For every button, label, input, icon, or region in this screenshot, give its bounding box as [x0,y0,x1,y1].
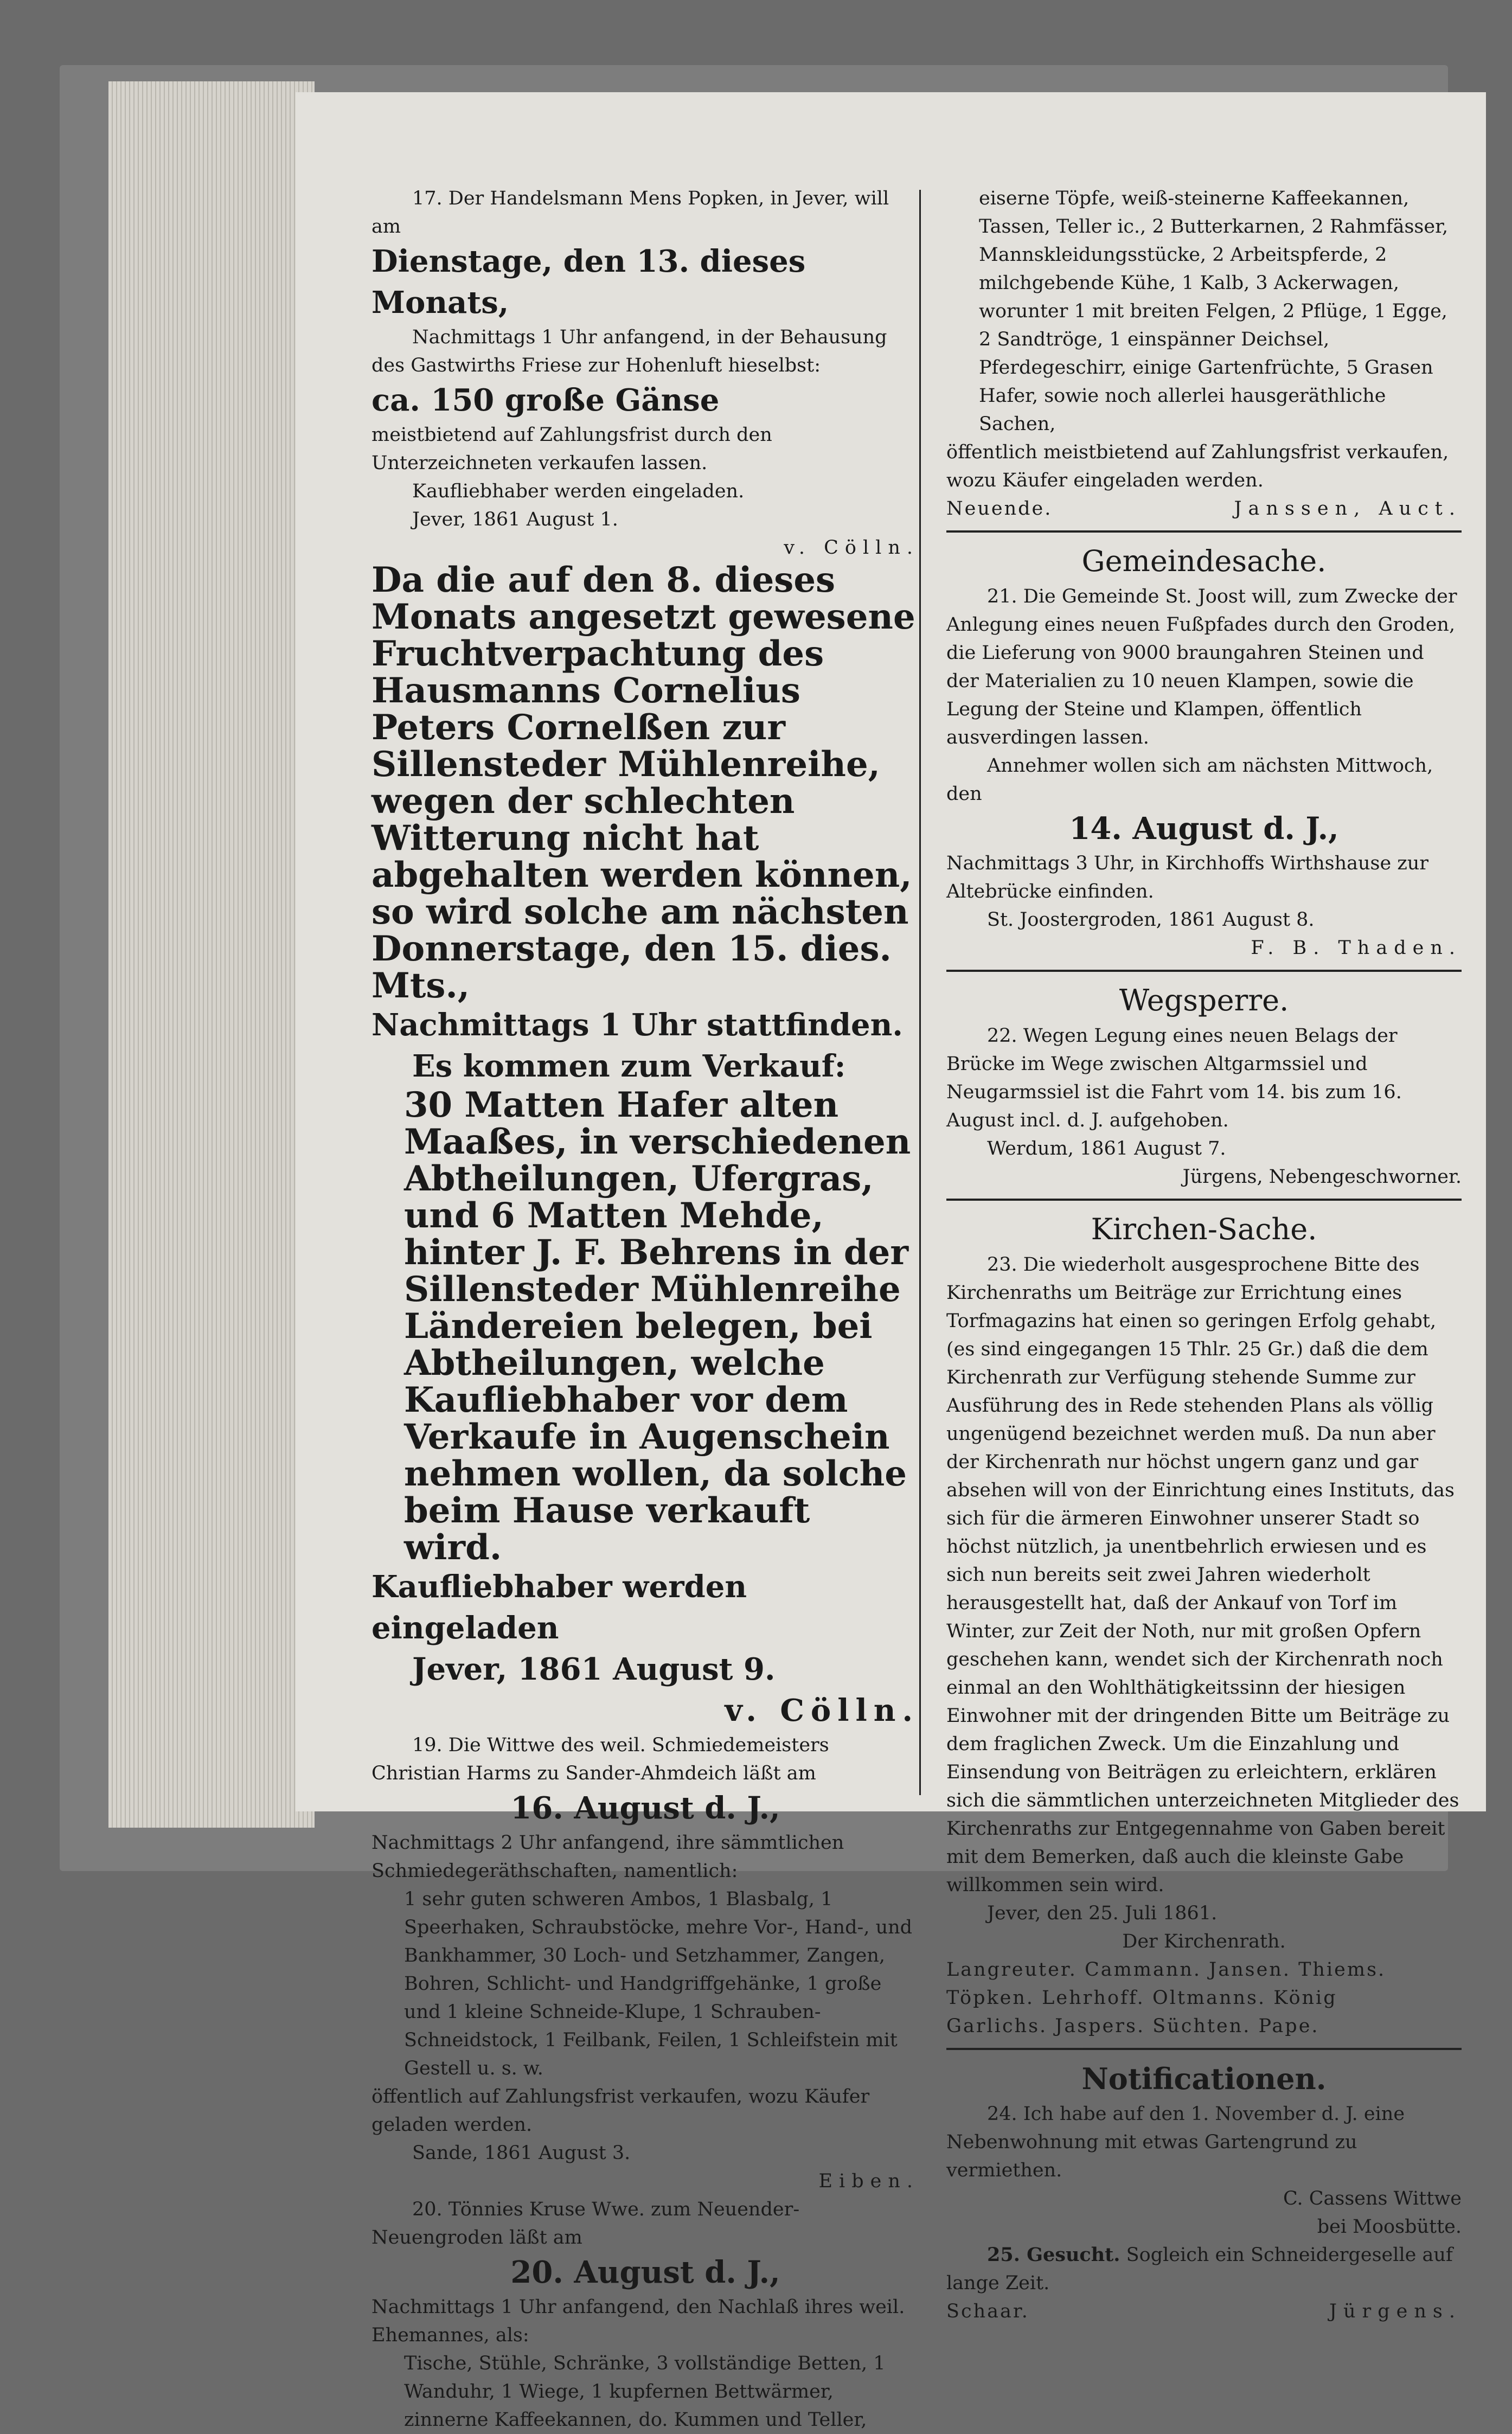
notice-23-body: 23. Die wiederholt ausgesprochene Bitte des Kirchenraths um Beiträge zur Errichtung eines Torfmagazins hat einen so geringen Erfolg gehabt, (es sind eingegangen 15 Thlr. 25 Gr.) daß die dem Kirchenrath zur Verfügung stehende Summe zur Ausführung des in Rede stehenden Plans als völlig ungenügend bezeichnet werden muß. Da nun aber der Kirchenrath nur höchst ungern ganz und gar absehen will von der Einrichtung eines Instituts, das sich für die ärmeren Einwohner unserer Stadt so höchst nützlich, ja unentbehrlich erwiesen und es sich nun bereits seit zwei Jahren wiederholt herausgestellt hat, daß der Ankauf von Torf im Winter, zur Zeit der Noth, nur mit großen Opfern geschehen kann, wendet sich der Kirchenrath noch einmal an den Wohlthätigkeitssinn der hiesigen Einwohner mit der dringenden Bitte um Beiträge zu dem fraglichen Zweck. Um die Einzahlung und Einsendung von Beiträgen zu erleichtern, erklären sich die sämmtlichen unterzeichneten Mitglieder des Kirchenraths zur Entgegennahme von Gaben bereit mit dem Bemerken, daß auch die kleinste Gabe willkommen sein wird. [946,1254,1459,1896]
notice-21-place: St. Joostergroden, 1861 August 8. [987,909,1315,931]
notice-23-names-row2: Töpken. Lehrhoff. Oltmanns. König [946,1987,1337,2009]
notice-18-date: Donnerstage, den 15. dies. Mts., [371,928,892,1006]
notice-19-signature: Eiben. [818,2170,919,2192]
section-rule [946,2048,1462,2050]
newspaper-page [296,92,1486,2431]
notice-22-body: 22. Wegen Legung eines neuen Belags der Brücke im Wege zwischen Altgarmssiel und Neugarmssiel ist die Fahrt vom 14. bis zum 16. August incl. d. J. aufgehoben. [946,1025,1402,1131]
section-heading: Gemeindesache. [1081,544,1327,578]
notice-19-detail: Nachmittags 2 Uhr anfangend, ihre sämmtlichen Schmiedegeräthschaften, namentlich: [371,1832,844,1882]
notice-23-council: Der Kirchenrath. [1122,1931,1286,1952]
notice-18 [371,562,919,1731]
notice-17-place: Jever, 1861 August 1. [412,509,618,530]
left-column [371,184,919,2434]
notice-17-item: ca. 150 große Gänse [371,382,720,418]
notice-19-intro: 19. Die Wittwe des weil. Schmiedemeisters Christian Harms zu Sander-Ahmdeich läßt am [371,1734,829,1784]
section-notificationen [946,2058,1462,2326]
notice-20-items-continued: eiserne Töpfe, weiß-steinerne Kaffeekannen, Tassen, Teller ic., 2 Butterkarnen, 2 Rahmfässer, Mannskleidungsstücke, 2 Arbeitspferde, 2 milchgebende Kühe, 1 Kalb, 3 Ackerwagen, worunter 1 mit breiten Felgen, 2 Pflüge, 1 Egge, 2 Sandtröge, 1 einspänner Deichsel, Pferdegeschirr, einige Gartenfrüchte, 5 Grasen Hafer, sowie noch allerlei hausgeräthliche Sachen, [979,188,1449,435]
notice-18-body: Da die auf den 8. dieses Monats angesetzt gewesene Fruchtverpachtung des Hausmanns Cornelius Peters Cornelßen zur Sillensteder Mühlenreihe, wegen der schlechten Witterung nicht hat abgehalten werden können, so wird solche am nächsten [371,560,915,932]
notice-19-items: 1 sehr guten schweren Ambos, 1 Blasbalg, 1 Speerhaken, Schraubstöcke, mehre Vor-, Hand-, und Bankhammer, 30 Loch- und Setzhammer, Zangen, Bohren, Schlicht- und Handgriffgehänke, 1 große und 1 kleine Schneide-Klupe, 1 Schrauben-Schneidstock, 1 Feilbank, Feilen, 1 Schleifstein mit Gestell u. s. w. [404,1888,913,2079]
right-column [946,184,1462,2326]
notice-20-footer [946,495,1462,523]
page-edges [108,81,315,1828]
notice-17-intro: 17. Der Handelsmann Mens Popken, in Jever, will am [371,188,889,238]
notice-20-place: Neuende. [946,498,1053,520]
notice-20-continued [946,184,1462,523]
notice-22-place: Werdum, 1861 August 7. [987,1138,1226,1160]
notice-20-signature: Janssen, Auct. [1234,498,1462,520]
notice-19-place: Sande, 1861 August 3. [412,2142,631,2164]
notice-17-terms: meistbietend auf Zahlungsfrist durch den Unterzeichneten verkaufen lassen. [371,424,772,474]
notice-25-footer [946,2297,1462,2326]
notice-17-signature: v. Cölln. [784,537,919,559]
section-wegsperre [946,979,1462,1191]
section-heading: Wegsperre. [1119,983,1289,1017]
notice-18-items: 30 Matten Hafer alten Maaßes, in verschiedenen Abtheilungen, Ufergras, und 6 Matten Mehde, hinter J. F. Behrens in der Sillensteder Mühlenreihe Ländereien belegen, bei Abtheilungen, welche Kaufliebhaber vor dem Verkaufe in Augenschein nehmen wollen, da solche beim Hause verkauft wird. [404,1085,911,1568]
notice-17 [371,184,919,562]
notice-20-intro: 20. Tönnies Kruse Wwe. zum Neuender-Neuengroden läßt am [371,2199,800,2249]
notice-24-body: 24. Ich habe auf den 1. November d. J. eine Nebenwohnung mit etwas Gartengrund zu vermiethen. [946,2103,1405,2181]
section-heading: Kirchen-Sache. [1091,1212,1317,1246]
notice-20-date: 20. August d. J., [510,2254,780,2290]
notice-20 [371,2195,919,2434]
notice-17-date: Dienstage, den 13. dieses Monats, [371,244,806,321]
notice-23-place: Jever, den 25. Juli 1861. [987,1903,1218,1924]
notice-21-detail: Nachmittags 3 Uhr, in Kirchhoffs Wirthshause zur Altebrücke einfinden. [946,853,1429,902]
notice-25-label: 25. Gesucht. [987,2244,1120,2266]
notice-20-terms: öffentlich meistbietend auf Zahlungsfrist verkaufen, wozu Käufer eingeladen werden. [946,441,1449,491]
section-rule [946,530,1462,533]
notice-25-body: Sogleich ein Schneidergeselle auf lange Zeit. [946,2244,1453,2294]
column-divider [919,190,921,1795]
section-kirchen-sache [946,1208,1462,2040]
section-heading: Notificationen. [1081,2061,1327,2096]
notice-19-date: 16. August d. J., [510,1790,780,1826]
notice-24-signature: C. Cassens Wittwe [1283,2188,1462,2209]
notice-25-signature: Jürgens. [1329,2301,1462,2322]
notice-21-invite: Annehmer wollen sich am nächsten Mittwoch, den [946,755,1433,805]
notice-25 [946,2241,1462,2297]
notice-18-invite: Kaufliebhaber werden eingeladen [371,1569,747,1646]
notice-17-invite: Kaufliebhaber werden eingeladen. [412,481,745,502]
notice-20-items: Tische, Stühle, Schränke, 3 vollständige Betten, 1 Wanduhr, 1 Wiege, 1 kupfernen Bettwärmer, zinnerne Kaffeekannen, do. Kummen und Teller, [404,2353,886,2431]
notice-18-signature: v. Cölln. [725,1693,919,1728]
notice-19 [371,1731,919,2195]
notice-17-detail: Nachmittags 1 Uhr anfangend, in der Behausung des Gastwirths Friese zur Hohenluft hieselbst: [371,326,887,376]
notice-18-place: Jever, 1861 August 9. [412,1651,776,1687]
notice-23-names-row1: Langreuter. Cammann. Jansen. Thiems. [946,1959,1386,1981]
notice-18-sale: Es kommen zum Verkauf: [412,1048,846,1084]
section-rule [946,970,1462,972]
notice-25-place: Schaar. [946,2301,1029,2322]
notice-24-location: bei Moosbütte. [1317,2216,1462,2238]
notice-21-body: 21. Die Gemeinde St. Joost will, zum Zwecke der Anlegung eines neuen Fußpfades durch den Groden, die Lieferung von 9000 braungahren Steinen und der Materialien zu 10 neuen Klampen, sowie die Legung der Steine und Klampen, öffentlich ausverdingen lassen. [946,586,1457,748]
section-rule [946,1199,1462,1201]
notice-18-time: Nachmittags 1 Uhr stattfinden. [371,1007,903,1043]
notice-22-signature: Jürgens, Nebengeschworner. [1182,1166,1462,1188]
notice-21-date: 14. August d. J., [1069,811,1339,847]
notice-21-signature: F. B. Thaden. [1251,937,1462,959]
notice-23-names-row3: Garlichs. Jaspers. Süchten. Pape. [946,2015,1319,2037]
notice-20-detail: Nachmittags 1 Uhr anfangend, den Nachlaß ihres weil. Ehemannes, als: [371,2296,905,2346]
section-gemeindesache [946,540,1462,962]
notice-19-terms: öffentlich auf Zahlungsfrist verkaufen, wozu Käufer geladen werden. [371,2086,870,2136]
